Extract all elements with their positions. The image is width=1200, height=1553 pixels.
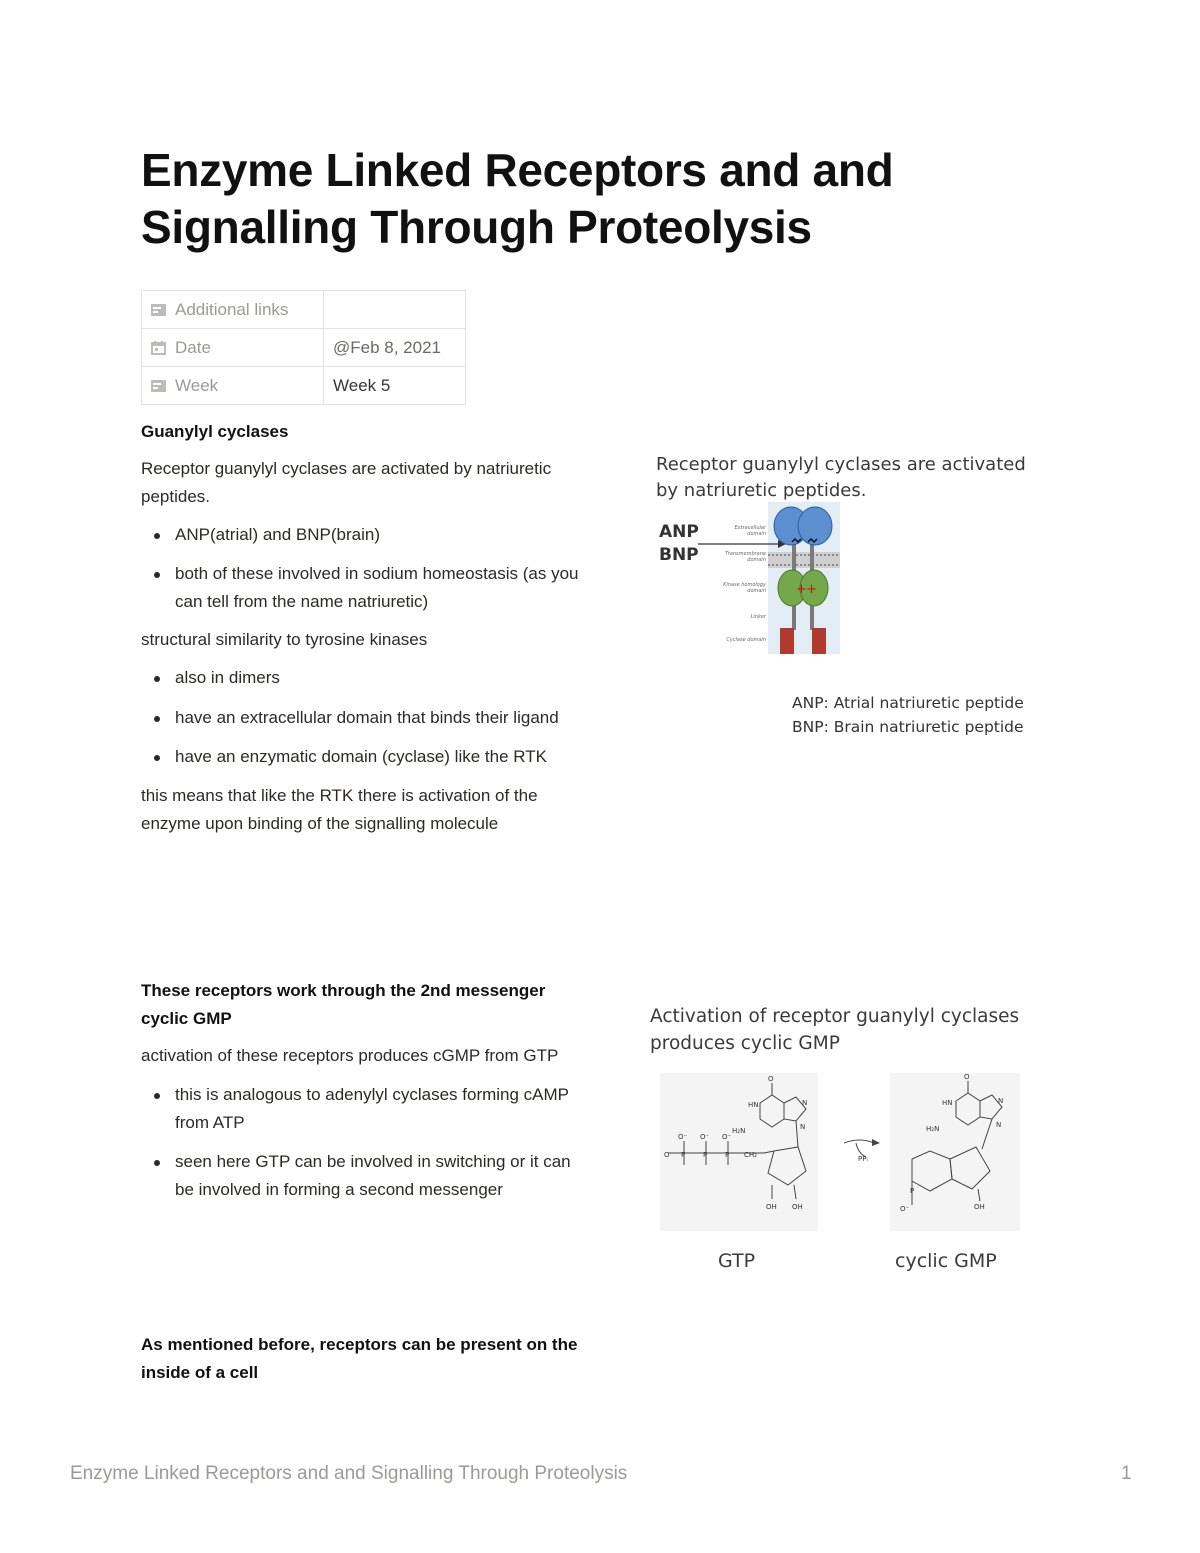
atom-label: N xyxy=(998,1097,1004,1105)
ligand-label-anp: ANP xyxy=(659,522,699,542)
property-key xyxy=(142,329,324,367)
atom-label: HN xyxy=(942,1099,953,1107)
page-title: Enzyme Linked Receptors and and Signalling Through Proteolysis xyxy=(141,144,894,253)
reaction-diagram xyxy=(660,1073,1030,1233)
list-item: ANP(atrial) and BNP(brain) xyxy=(141,521,586,549)
property-value[interactable]: @Feb 8, 2021 xyxy=(324,329,466,367)
list-item: have an extracellular domain that binds their ligand xyxy=(141,704,586,732)
atom-label: P xyxy=(725,1151,730,1159)
list-item: also in dimers xyxy=(141,664,586,692)
paragraph: Receptor guanylyl cyclases are activated by natriuretic peptides. xyxy=(141,459,552,506)
domain-label: Transmembrane domain xyxy=(725,551,766,563)
property-row-additional-links[interactable] xyxy=(142,291,466,329)
definition-anp: ANP: Atrial natriuretic peptide xyxy=(792,694,1024,712)
definitions xyxy=(792,691,1024,739)
slide-title-line: Activation of receptor guanylyl cyclases xyxy=(650,1006,1020,1027)
property-label: Date xyxy=(175,337,211,357)
cyclase-domain xyxy=(780,628,794,654)
bullet-list xyxy=(141,664,586,771)
section-heading: Guanylyl cyclases xyxy=(141,422,289,441)
atom-label: O xyxy=(964,1073,970,1081)
atom-label: P xyxy=(910,1187,915,1195)
atom-label: OH xyxy=(974,1203,985,1211)
list-item: seen here GTP can be involved in switching or it can be involved in forming a second messenger xyxy=(141,1148,586,1204)
section-heading: As mentioned before, receptors can be present on the inside of a cell xyxy=(141,1335,578,1382)
cyclase-domain xyxy=(812,628,826,654)
atom-label: O xyxy=(768,1075,774,1083)
paragraph: this means that like the RTK there is activation of the enzyme upon binding of the signalling molecule xyxy=(141,786,538,833)
slide-title-line: by natriuretic peptides. xyxy=(656,480,867,501)
cgmp-label: cyclic GMP xyxy=(895,1250,997,1272)
atom-label: N xyxy=(996,1121,1002,1129)
atom-label: OH xyxy=(766,1203,777,1211)
atom-label: O⁻ xyxy=(722,1133,732,1141)
list-item: both of these involved in sodium homeostasis (as you can tell from the name natriuretic) xyxy=(141,560,586,616)
domain-label: Linker xyxy=(750,614,766,620)
receptor-slide xyxy=(656,452,1076,752)
bullet-list xyxy=(141,521,586,616)
atom-label: H₂N xyxy=(732,1127,746,1135)
text-property-icon xyxy=(151,303,166,317)
notes-column-2 xyxy=(141,977,586,1204)
list-item: this is analogous to adenylyl cyclases forming cAMP from ATP xyxy=(141,1081,586,1137)
plus-mark: + xyxy=(806,582,817,597)
paragraph: structural similarity to tyrosine kinases xyxy=(141,630,428,649)
atom-label: N xyxy=(802,1099,808,1107)
property-key xyxy=(142,367,324,405)
atom-label: HN xyxy=(748,1101,759,1109)
atom-label: CH₂ xyxy=(744,1151,757,1159)
slide-title xyxy=(656,452,1026,504)
section-heading: These receptors work through the 2nd messenger cyclic GMP xyxy=(141,981,546,1028)
calendar-icon xyxy=(151,341,166,355)
atom-label: OH xyxy=(792,1203,803,1211)
plus-mark: + xyxy=(796,582,807,597)
slide-title-line: Receptor guanylyl cyclases are activated xyxy=(656,454,1026,475)
properties-table xyxy=(141,290,466,405)
byproduct-label: PPᵢ xyxy=(858,1155,868,1163)
atom-label: P xyxy=(681,1151,686,1159)
atom-label: N xyxy=(800,1123,806,1131)
domain-label: Kinase homology domain xyxy=(723,582,766,594)
reaction-arrow xyxy=(844,1140,874,1143)
property-label: Additional links xyxy=(175,299,289,319)
bullet-list xyxy=(141,1081,586,1204)
slide-title xyxy=(650,1003,1019,1057)
domain-label: Extracellular domain xyxy=(734,525,766,537)
page-number: 1 xyxy=(1121,1463,1132,1484)
property-label: Week xyxy=(175,375,219,395)
atom-label: H₂N xyxy=(926,1125,940,1133)
atom-label: P xyxy=(703,1151,708,1159)
atom-label: O⁻ xyxy=(700,1133,710,1141)
atom-label: O⁻ xyxy=(664,1151,674,1159)
property-value[interactable] xyxy=(324,291,466,329)
atom-label: O⁻ xyxy=(678,1133,688,1141)
cgmp-slide xyxy=(650,1003,1080,1283)
definition-bnp: BNP: Brain natriuretic peptide xyxy=(792,718,1024,736)
text-property-icon xyxy=(151,379,166,393)
ligand-label-bnp: BNP xyxy=(659,545,699,565)
property-row-week[interactable] xyxy=(142,367,466,405)
atom-label: O⁻ xyxy=(900,1205,910,1213)
gtp-label: GTP xyxy=(718,1250,756,1272)
property-value[interactable]: Week 5 xyxy=(324,367,466,405)
notes-column xyxy=(141,418,586,838)
domain-label: Cyclase domain xyxy=(726,637,766,643)
paragraph: activation of these receptors produces cGMP from GTP xyxy=(141,1046,559,1065)
property-key xyxy=(142,291,324,329)
extracellular-domain xyxy=(798,507,832,545)
property-row-date[interactable] xyxy=(142,329,466,367)
list-item: have an enzymatic domain (cyclase) like the RTK xyxy=(141,743,586,771)
reaction-arrow-head xyxy=(872,1139,880,1146)
slide-title-line: produces cyclic GMP xyxy=(650,1033,840,1054)
page-footer: Enzyme Linked Receptors and and Signalling Through Proteolysis xyxy=(70,1463,628,1484)
